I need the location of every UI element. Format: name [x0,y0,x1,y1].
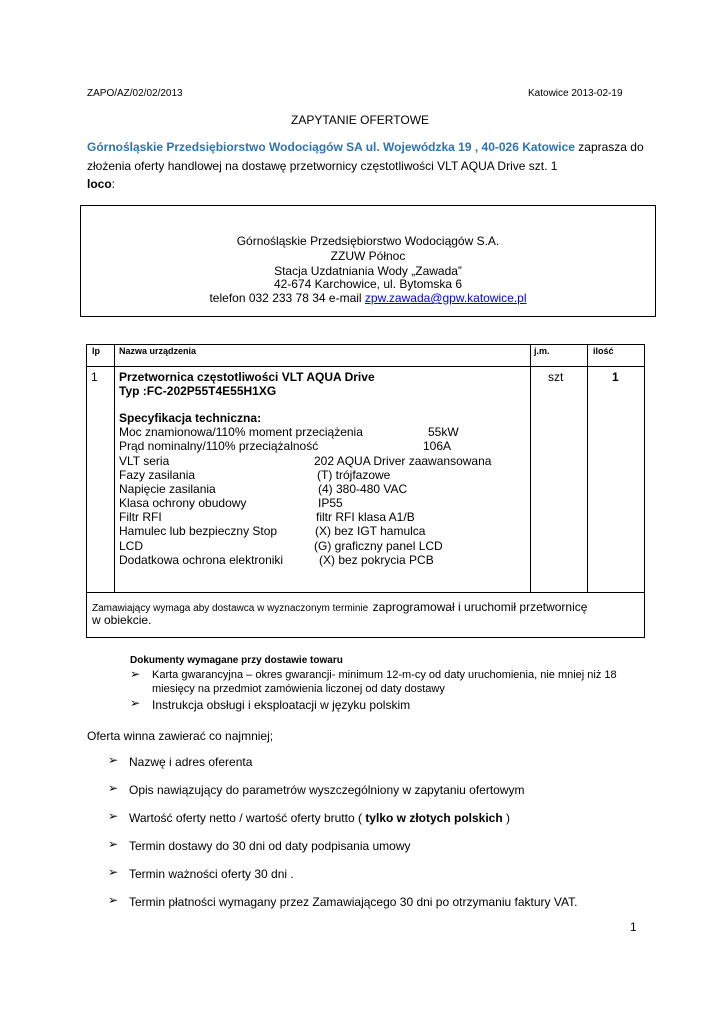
arrowhead-bullet-icon: ➢ [130,696,141,710]
spec-value: IP55 [318,496,343,510]
spec-value: 202 AQUA Driver zaawansowana [314,454,492,468]
offer-item-name-address: Nazwę i adres oferenta [129,755,253,769]
spec-value: 55kW [428,425,459,439]
column-divider-unit [587,344,588,592]
address-line-unit: ZZUW Północ [330,249,406,263]
header-name: Nazwa urządzenia [119,346,197,356]
offer-item-delivery-term: Termin dostawy do 30 dni od daty podpisania umowy [129,839,411,853]
table-note-line-1 [92,598,587,616]
arrowhead-bullet-icon: ➢ [130,667,141,681]
offer-item-validity: Termin ważności oferty 30 dni . [129,867,294,881]
column-divider-lp [114,344,115,592]
address-line-contact [80,291,656,305]
device-type: Typ :FC-202P55T4E55H1XG [119,384,277,398]
spec-label: LCD [119,539,144,553]
spec-label: Klasa ochrony obudowy [119,496,247,510]
page-number: 1 [630,920,637,934]
arrowhead-bullet-icon: ➢ [108,809,119,823]
phone-text: telefon 032 233 78 34 e-mail [209,291,362,305]
intro-invite-text: zaprasza do [578,140,644,154]
spec-value: 106A [423,439,452,453]
column-divider-name [530,344,531,592]
offer-item-payment-term: Termin płatności wymagany przez Zamawiającego 30 dni po otrzymaniu faktury VAT. [129,895,578,909]
spec-value: filtr RFI klasa A1/B [316,510,415,524]
spec-label: Prąd nominalny/110% przeciążalność [119,439,319,453]
spec-label: VLT seria [119,454,170,468]
document-reference: ZAPO/AZ/02/02/2013 [87,88,183,99]
header-lp: lp [92,346,100,356]
row-lp: 1 [91,370,98,384]
offer-item-value [129,811,510,825]
arrowhead-bullet-icon: ➢ [108,893,119,907]
note-large-text: zaprogramował i uruchomił przetwornicę [372,600,588,614]
document-item-manual: Instrukcja obsługi i eksploatacji w języku polskim [152,698,411,712]
arrowhead-bullet-icon: ➢ [108,837,119,851]
intro-line-1 [87,140,644,154]
spec-value: (X) bez IGT hamulca [315,524,426,538]
offer-value-text: Wartość oferty netto / wartość oferty brutto ( [129,811,366,825]
arrowhead-bullet-icon: ➢ [108,753,119,767]
device-name: Przetwornica częstotliwości VLT AQUA Drive [119,370,375,384]
intro-line-2: złożenia oferty handlowej na dostawę przetwornicy częstotliwości VLT AQUA Drive szt. 1 [87,159,558,173]
spec-label: Moc znamionowa/110% moment przeciążenia [119,425,363,439]
place-and-date: Katowice 2013-02-19 [528,88,623,99]
document-item-warranty: Karta gwarancyjna – okres gwarancji- minimum 12-m-cy od daty uruchomienia, nie mniej niż 18 [152,669,617,681]
table-note-divider [86,592,645,593]
note-small-text: Zamawiający wymaga aby dostawca w wyznaczonym terminie [92,603,369,614]
spec-label: Dodatkowa ochrona elektroniki [119,553,284,567]
address-line-station: Stacja Uzdatniania Wody „Zawada” [274,264,462,278]
spec-label: Napięcie zasilania [119,482,216,496]
intro-line-3 [87,177,115,191]
document-item-warranty-cont: miesięcy na przedmiot zamówienia liczonej od daty dostawy [152,683,445,695]
address-line-company: Górnośląskie Przedsiębiorstwo Wodociągów S.A. [236,234,500,248]
company-address: Górnośląskie Przedsiębiorstwo Wodociągów SA ul. Wojewódzka 19 , 40-026 Katowice [87,140,575,154]
intro-colon: : [111,177,116,191]
offer-currency-emphasis: tylko w złotych polskich [365,811,503,825]
spec-label: Fazy zasilania [119,468,196,482]
loco-term: loco [87,177,112,191]
row-unit: szt [548,370,564,384]
offer-value-close: ) [502,811,511,825]
row-quantity: 1 [612,370,619,384]
spec-value: (X) bez pokrycia PCB [319,553,434,567]
spec-value: (G) graficzny panel LCD [314,539,443,553]
arrowhead-bullet-icon: ➢ [108,781,119,795]
header-unit: j.m. [534,346,550,356]
spec-label: Filtr RFI [119,510,162,524]
table-header-divider [86,366,645,367]
arrowhead-bullet-icon: ➢ [108,865,119,879]
offer-heading: Oferta winna zawierać co najmniej; [87,729,274,743]
offer-item-description: Opis nawiązujący do parametrów wyszczególniony w zapytaniu ofertowym [129,783,525,797]
address-line-street: 42-674 Karchowice, ul. Bytomska 6 [273,277,463,291]
email-link[interactable]: zpw.zawada@gpw.katowice.pl [364,291,527,305]
spec-value: (4) 380-480 VAC [318,482,408,496]
header-quantity: ilość [593,346,614,356]
documents-heading: Dokumenty wymagane przy dostawie towaru [130,655,343,666]
spec-label: Hamulec lub bezpieczny Stop [119,524,278,538]
spec-heading: Specyfikacja techniczna: [119,411,262,425]
table-note-line-2: w obiekcie. [92,613,152,627]
spec-value: (T) trójfazowe [317,468,391,482]
document-title: ZAPYTANIE OFERTOWE [291,113,430,127]
